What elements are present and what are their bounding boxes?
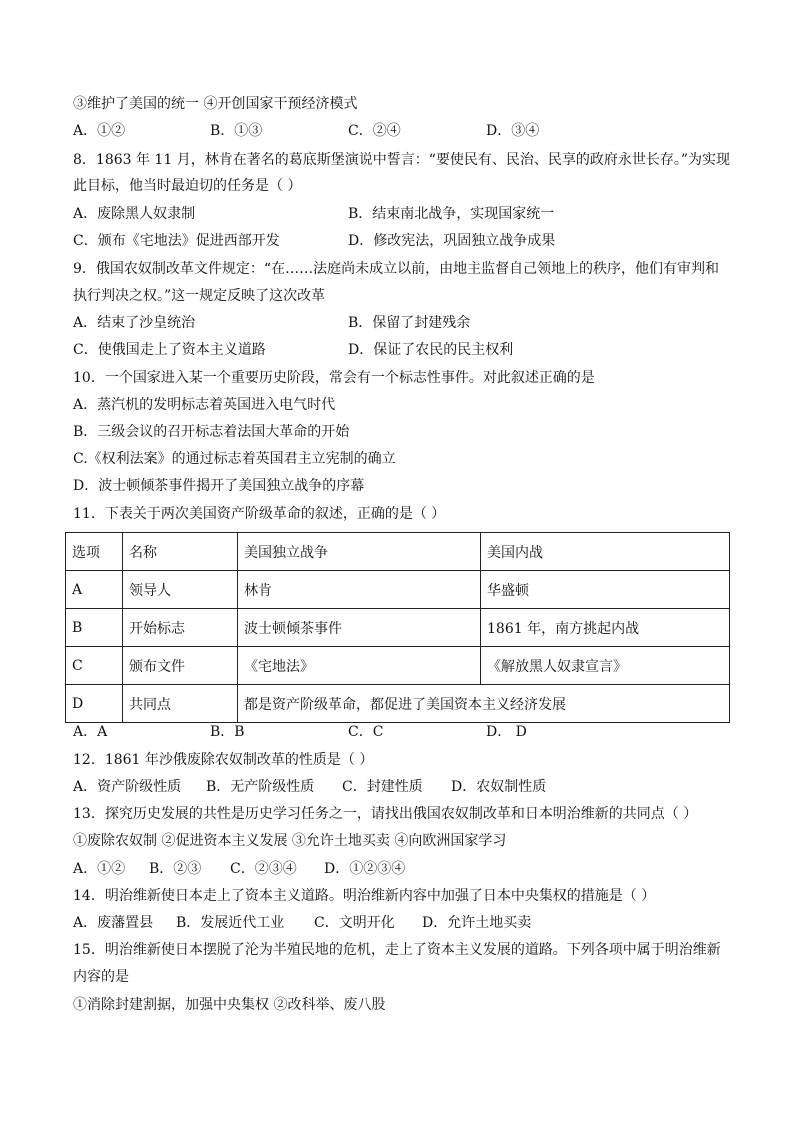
q8-option-d: D．修改宪法，巩固独立战争成果 — [348, 233, 556, 249]
q8-stem-line2: 此目标，他当时最迫切的任务是（ ） — [73, 178, 302, 194]
q8-stem-line1: 8．1863 年 11 月，林肯在著名的葛底斯堡演说中誓言：“要使民有、民治、民享的政府永世长存。”为实现 — [73, 152, 731, 168]
q7-option-c: C．②④ — [348, 123, 401, 139]
q14-option-b: B．发展近代工业 — [176, 915, 285, 931]
q12-stem: 12．1861 年沙俄废除农奴制改革的性质是（ ） — [73, 752, 374, 768]
q11-option-b: B．B — [210, 724, 245, 740]
q7-option-b: B．①③ — [210, 123, 263, 139]
table-cell: D — [66, 685, 123, 723]
table-cell: 波士顿倾茶事件 — [238, 609, 481, 647]
table-cell: 共同点 — [123, 685, 238, 723]
table-row — [66, 685, 730, 723]
q15-items: ①消除封建割据，加强中央集权 ②改科举、废八股 — [73, 997, 386, 1013]
q14-option-d: D．允许土地买卖 — [422, 915, 532, 931]
q11-option-a: A．A — [73, 724, 108, 740]
q15-stem-line1: 15．明治维新使日本摆脱了沦为半殖民地的危机，走上了资本主义发展的道路。下列各项中属于明治维新 — [73, 942, 721, 958]
q13-stem: 13．探究历史发展的共性是历史学习任务之一，请找出俄国农奴制改革和日本明治维新的共同点（ ） — [73, 806, 698, 822]
table-header-cell: 美国内战 — [481, 533, 730, 571]
q10-option-d: D．波士顿倾茶事件揭开了美国独立战争的序幕 — [73, 478, 365, 494]
q10-stem: 10．一个国家进入某一个重要历史阶段，常会有一个标志性事件。对此叙述正确的是 — [73, 370, 595, 386]
table-header-cell: 名称 — [123, 533, 238, 571]
q9-option-d: D．保证了农民的民主权利 — [348, 342, 514, 358]
q12-option-a: A．资产阶级性质 — [73, 779, 182, 795]
table-header-row — [66, 533, 730, 571]
q9-option-b: B．保留了封建残余 — [348, 315, 471, 331]
q14-stem: 14．明治维新使日本走上了资本主义道路。明治维新内容中加强了日本中央集权的措施是（ ） — [73, 888, 656, 904]
table-cell: 林肯 — [238, 571, 481, 609]
q14-option-a: A．废藩置县 — [73, 915, 154, 931]
q15-stem-line2: 内容的是 — [73, 969, 129, 985]
table-header-cell: 选项 — [66, 533, 123, 571]
table-row — [66, 609, 730, 647]
q13-option-b: B．②③ — [149, 861, 202, 877]
q8-option-c: C．颁布《宅地法》促进西部开发 — [73, 233, 280, 249]
q7-items: ③维护了美国的统一 ④开创国家干预经济模式 — [73, 96, 358, 112]
q13-items: ①废除农奴制 ②促进资本主义发展 ③允许土地买卖 ④向欧洲国家学习 — [73, 833, 507, 849]
q9-stem-line1: 9．俄国农奴制改革文件规定：“在……法庭尚未成立以前，由地主监督自己领地上的秩序，他们有审判和 — [73, 261, 720, 277]
q10-option-b: B．三级会议的召开标志着法国大革命的开始 — [73, 424, 350, 440]
table-cell: C — [66, 647, 123, 685]
q11-option-d: D． D — [486, 724, 527, 740]
table-row — [66, 647, 730, 685]
table-cell: 颁布文件 — [123, 647, 238, 685]
q11-option-c: C．C — [348, 724, 384, 740]
table-cell: A — [66, 571, 123, 609]
q13-option-c: C．②③④ — [230, 861, 297, 877]
q12-option-d: D．农奴制性质 — [451, 779, 547, 795]
table-header-cell: 美国独立战争 — [238, 533, 481, 571]
table-cell-merged: 都是资产阶级革命，都促进了美国资本主义经济发展 — [238, 685, 730, 723]
q11-stem: 11．下表关于两次美国资产阶级革命的叙述，正确的是（ ） — [73, 506, 446, 522]
table-cell: 华盛顿 — [481, 571, 730, 609]
q12-option-c: C．封建性质 — [342, 779, 423, 795]
q7-option-a: A．①② — [73, 123, 126, 139]
table-cell: 领导人 — [123, 571, 238, 609]
table-cell: 开始标志 — [123, 609, 238, 647]
q8-option-b: B．结束南北战争，实现国家统一 — [348, 206, 555, 222]
table-cell: 《解放黑人奴隶宣言》 — [481, 647, 730, 685]
table-row — [66, 571, 730, 609]
q13-option-d: D．①②③④ — [324, 861, 406, 877]
q12-option-b: B．无产阶级性质 — [206, 779, 315, 795]
q9-stem-line2: 执行判决之权。”这一规定反映了这次改革 — [73, 288, 326, 304]
q7-option-d: D．③④ — [486, 123, 540, 139]
q13-option-a: A．①② — [73, 861, 126, 877]
q14-option-c: C．文明开化 — [314, 915, 395, 931]
q8-option-a: A．废除黑人奴隶制 — [73, 206, 196, 222]
comparison-table — [65, 532, 730, 723]
table-cell: 《宅地法》 — [238, 647, 481, 685]
table-cell: 1861 年，南方挑起内战 — [481, 609, 730, 647]
q9-option-a: A．结束了沙皇统治 — [73, 315, 196, 331]
q9-option-c: C．使俄国走上了资本主义道路 — [73, 342, 266, 358]
q10-option-a: A．蒸汽机的发明标志着英国进入电气时代 — [73, 397, 336, 413]
q10-option-c: C.《权利法案》的通过标志着英国君主立宪制的确立 — [73, 451, 396, 467]
table-cell: B — [66, 609, 123, 647]
